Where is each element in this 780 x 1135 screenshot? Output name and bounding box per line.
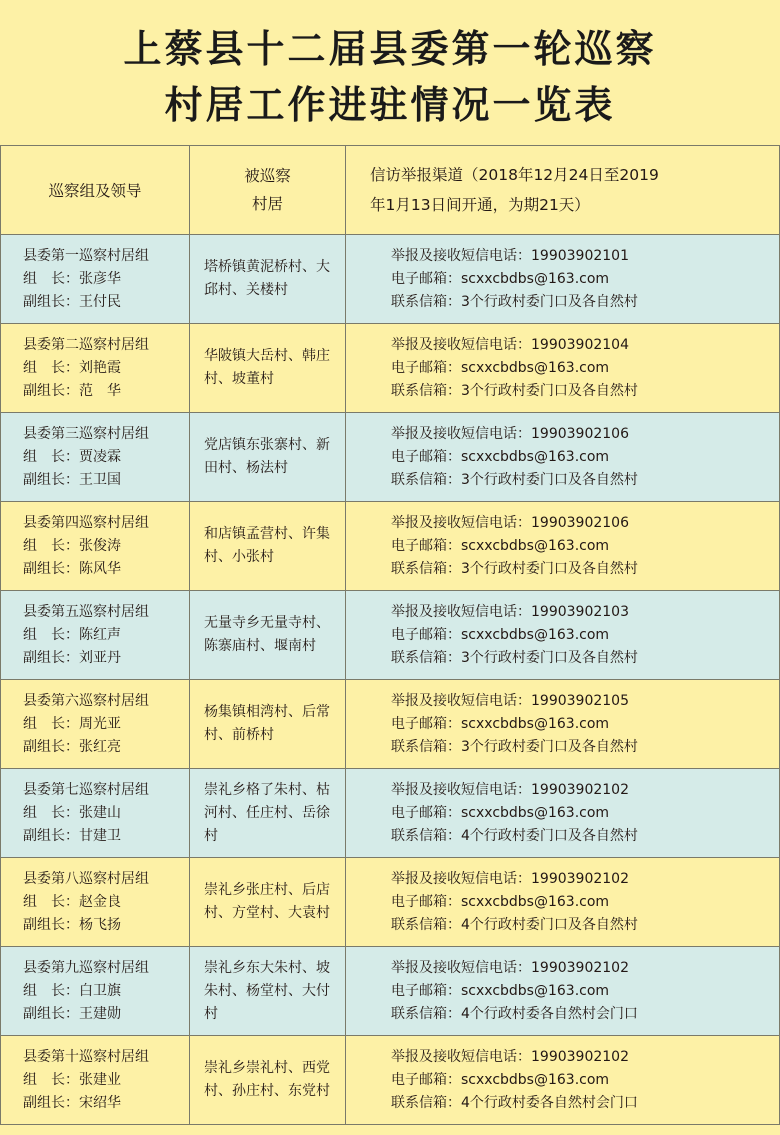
group-deputy: 副组长：王付民 xyxy=(23,293,121,310)
villages-text: 崇礼乡格了朱村、枯河村、任庄村、岳徐村 xyxy=(204,781,330,844)
group-name: 县委第十巡察村居组 xyxy=(23,1048,149,1065)
report-cell xyxy=(346,769,780,858)
page-title-line1: 上蔡县十二届县委第一轮巡察 xyxy=(123,27,657,71)
table-row xyxy=(1,858,780,947)
table-row xyxy=(1,947,780,1036)
group-name: 县委第五巡察村居组 xyxy=(23,603,149,620)
report-email: 电子邮箱：scxxcbdbs@163.com xyxy=(391,804,610,821)
group-cell xyxy=(1,591,190,680)
report-phone: 举报及接收短信电话：19903902103 xyxy=(391,603,629,620)
group-name: 县委第六巡察村居组 xyxy=(23,692,149,709)
villages-text: 崇礼乡崇礼村、西党村、孙庄村、东党村 xyxy=(204,1060,330,1099)
group-leader: 组 长：张建山 xyxy=(23,804,121,821)
table-row xyxy=(1,680,780,769)
group-deputy: 副组长：王卫国 xyxy=(23,471,121,488)
report-phone: 举报及接收短信电话：19903902106 xyxy=(391,425,629,442)
villages-cell xyxy=(190,324,346,413)
report-mailbox: 联系信箱：4个行政村委门口及各自然村 xyxy=(391,916,638,933)
villages-cell xyxy=(190,235,346,324)
report-phone: 举报及接收短信电话：19903902104 xyxy=(391,336,629,353)
table-header-row xyxy=(1,146,780,235)
report-cell xyxy=(346,947,780,1036)
report-email: 电子邮箱：scxxcbdbs@163.com xyxy=(391,982,610,999)
report-cell xyxy=(346,235,780,324)
group-leader: 组 长：周光亚 xyxy=(23,715,121,732)
report-cell xyxy=(346,413,780,502)
group-leader: 组 长：陈红声 xyxy=(23,626,121,643)
table-row xyxy=(1,502,780,591)
group-deputy: 副组长：陈风华 xyxy=(23,560,121,577)
villages-text: 崇礼乡张庄村、后店村、方堂村、大袁村 xyxy=(204,882,330,921)
report-mailbox: 联系信箱：4个行政村委各自然村会门口 xyxy=(391,1005,638,1022)
table-row xyxy=(1,235,780,324)
group-deputy: 副组长：甘建卫 xyxy=(23,827,121,844)
report-email: 电子邮箱：scxxcbdbs@163.com xyxy=(391,537,610,554)
group-leader: 组 长：贾凌霖 xyxy=(23,448,121,465)
group-cell xyxy=(1,324,190,413)
report-cell xyxy=(346,591,780,680)
report-cell xyxy=(346,1036,780,1125)
villages-text: 党店镇东张寨村、新田村、杨法村 xyxy=(204,437,330,476)
group-cell xyxy=(1,947,190,1036)
report-mailbox: 联系信箱：4个行政村委门口及各自然村 xyxy=(391,827,638,844)
group-cell xyxy=(1,769,190,858)
group-cell xyxy=(1,413,190,502)
group-deputy: 副组长：杨飞扬 xyxy=(23,916,121,933)
group-name: 县委第四巡察村居组 xyxy=(23,514,149,531)
table-row xyxy=(1,769,780,858)
header-report-line2: 年1月13日间开通，为期21天） xyxy=(370,196,590,214)
group-leader: 组 长：刘艳霞 xyxy=(23,359,121,376)
report-mailbox: 联系信箱：3个行政村委门口及各自然村 xyxy=(391,293,638,310)
group-cell xyxy=(1,1036,190,1125)
report-mailbox: 联系信箱：3个行政村委门口及各自然村 xyxy=(391,560,638,577)
header-villages-line2: 村居 xyxy=(251,195,283,213)
report-email: 电子邮箱：scxxcbdbs@163.com xyxy=(391,893,610,910)
report-phone: 举报及接收短信电话：19903902102 xyxy=(391,781,629,798)
villages-cell xyxy=(190,769,346,858)
table-row xyxy=(1,413,780,502)
group-name: 县委第七巡察村居组 xyxy=(23,781,149,798)
group-leader: 组 长：张建业 xyxy=(23,1071,121,1088)
villages-text: 无量寺乡无量寺村、陈寨庙村、堰南村 xyxy=(204,615,330,654)
header-villages xyxy=(190,146,346,235)
report-cell xyxy=(346,858,780,947)
report-phone: 举报及接收短信电话：19903902101 xyxy=(391,247,629,264)
table-row xyxy=(1,1036,780,1125)
report-mailbox: 联系信箱：3个行政村委门口及各自然村 xyxy=(391,649,638,666)
report-email: 电子邮箱：scxxcbdbs@163.com xyxy=(391,715,610,732)
villages-text: 华陂镇大岳村、韩庄村、坡董村 xyxy=(204,348,330,387)
group-name: 县委第一巡察村居组 xyxy=(23,247,149,264)
report-phone: 举报及接收短信电话：19903902105 xyxy=(391,692,629,709)
report-mailbox: 联系信箱：3个行政村委门口及各自然村 xyxy=(391,471,638,488)
report-mailbox: 联系信箱：3个行政村委门口及各自然村 xyxy=(391,382,638,399)
report-email: 电子邮箱：scxxcbdbs@163.com xyxy=(391,448,610,465)
table-row xyxy=(1,324,780,413)
group-name: 县委第八巡察村居组 xyxy=(23,870,149,887)
report-phone: 举报及接收短信电话：19903902102 xyxy=(391,959,629,976)
header-report-line1: 信访举报渠道（2018年12月24日至2019 xyxy=(370,166,659,184)
header-villages-line1: 被巡察 xyxy=(244,167,291,185)
group-cell xyxy=(1,858,190,947)
group-name: 县委第九巡察村居组 xyxy=(23,959,149,976)
group-leader: 组 长：赵金良 xyxy=(23,893,121,910)
villages-cell xyxy=(190,591,346,680)
group-name: 县委第二巡察村居组 xyxy=(23,336,149,353)
group-deputy: 副组长：宋绍华 xyxy=(23,1094,121,1111)
villages-text: 崇礼乡东大朱村、坡朱村、杨堂村、大付村 xyxy=(204,959,330,1022)
villages-text: 塔桥镇黄泥桥村、大邱村、关楼村 xyxy=(204,259,330,298)
report-cell xyxy=(346,680,780,769)
group-leader: 组 长：张彦华 xyxy=(23,270,121,287)
report-email: 电子邮箱：scxxcbdbs@163.com xyxy=(391,270,610,287)
report-email: 电子邮箱：scxxcbdbs@163.com xyxy=(391,626,610,643)
group-leader: 组 长：张俊涛 xyxy=(23,537,121,554)
header-group-leaders: 巡察组及领导 xyxy=(1,146,190,235)
villages-text: 和店镇孟营村、许集村、小张村 xyxy=(204,526,330,565)
villages-cell xyxy=(190,502,346,591)
group-deputy: 副组长：刘亚丹 xyxy=(23,649,121,666)
header-report-channels xyxy=(346,146,780,235)
report-email: 电子邮箱：scxxcbdbs@163.com xyxy=(391,1071,610,1088)
report-mailbox: 联系信箱：3个行政村委门口及各自然村 xyxy=(391,738,638,755)
villages-cell xyxy=(190,947,346,1036)
report-cell xyxy=(346,324,780,413)
report-cell xyxy=(346,502,780,591)
report-email: 电子邮箱：scxxcbdbs@163.com xyxy=(391,359,610,376)
group-name: 县委第三巡察村居组 xyxy=(23,425,149,442)
report-phone: 举报及接收短信电话：19903902102 xyxy=(391,870,629,887)
inspection-table xyxy=(0,145,780,1125)
report-phone: 举报及接收短信电话：19903902106 xyxy=(391,514,629,531)
villages-text: 杨集镇相湾村、后常村、前桥村 xyxy=(204,704,330,743)
group-leader: 组 长：白卫旗 xyxy=(23,982,121,999)
group-deputy: 副组长：王建勋 xyxy=(23,1005,121,1022)
villages-cell xyxy=(190,680,346,769)
villages-cell xyxy=(190,413,346,502)
villages-cell xyxy=(190,1036,346,1125)
group-deputy: 副组长：范 华 xyxy=(23,382,121,399)
group-deputy: 副组长：张红亮 xyxy=(23,738,121,755)
report-mailbox: 联系信箱：4个行政村委各自然村会门口 xyxy=(391,1094,638,1111)
page-title-line2: 村居工作进驻情况一览表 xyxy=(164,83,616,127)
report-phone: 举报及接收短信电话：19903902102 xyxy=(391,1048,629,1065)
table-row xyxy=(1,591,780,680)
group-cell xyxy=(1,502,190,591)
group-cell xyxy=(1,235,190,324)
group-cell xyxy=(1,680,190,769)
villages-cell xyxy=(190,858,346,947)
